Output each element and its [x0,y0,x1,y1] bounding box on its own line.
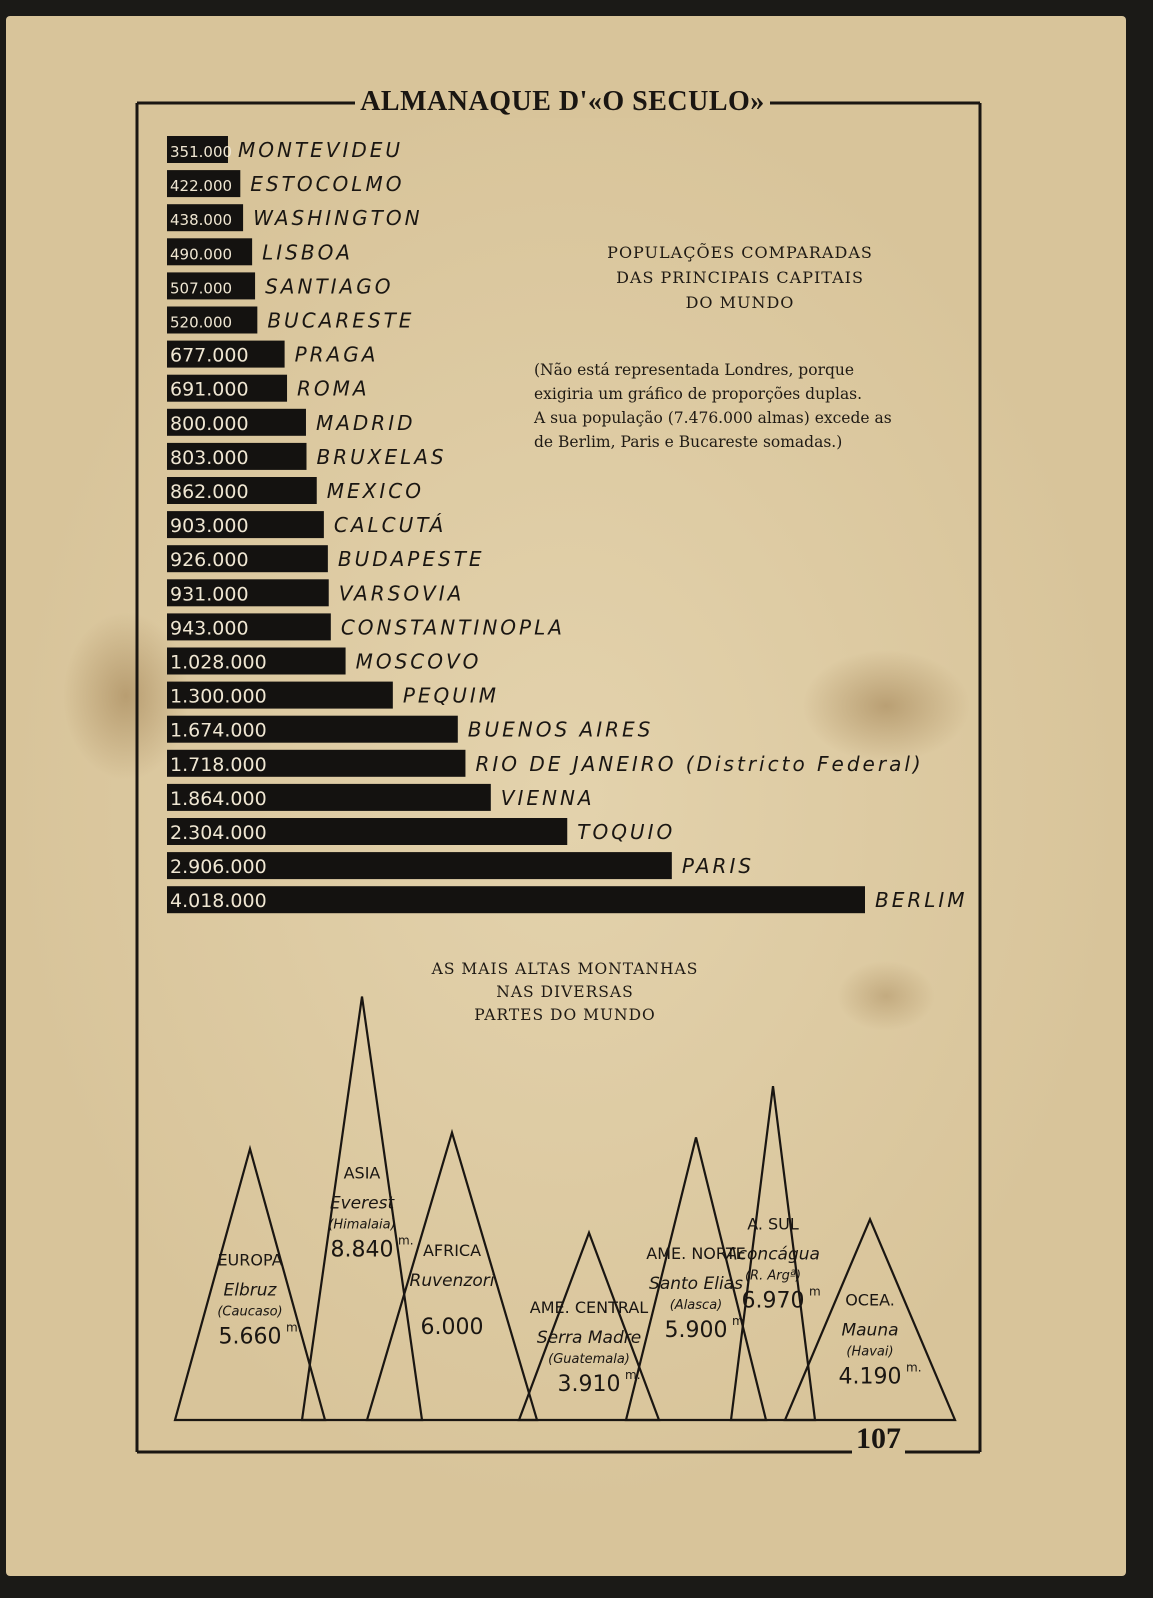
mountain-3 [519,1233,659,1420]
bar-value-label: 926.000 [170,549,249,572]
bar-category-label: BUDAPESTE [337,547,485,572]
chart-note-line: exigiria um gráfico de proporções duplas. [534,385,863,403]
bar-value-label: 422.000 [170,177,233,196]
mountain-range-label: (Caucaso) [217,1304,283,1320]
mountain-range-label: (R. Argª) [744,1268,802,1284]
mountains-title-line: PARTES DO MUNDO [474,1006,656,1024]
bar-category-label: PARIS [681,854,755,879]
mountain-0 [175,1149,325,1420]
bar-value-label: 490.000 [170,245,233,264]
mountain-region-label: AME. CENTRAL [529,1298,649,1318]
bar-value-label: 4.018.000 [170,890,267,913]
bar-category-label: SANTIAGO [265,274,394,299]
bar-value-label: 931.000 [170,583,249,606]
mountain-unit-label: m. [625,1368,641,1383]
mountain-height-label: 6.970 [741,1288,805,1314]
mountains-title [390,958,740,1027]
bar-category-label: VIENNA [500,785,595,810]
mountain-1 [302,997,422,1420]
bar-value-label: 1.300.000 [170,685,267,708]
bar-value-label: 862.000 [170,481,249,503]
bar-category-label: MOSCOVO [355,649,482,674]
bar-category-label: MONTEVIDEU [237,138,404,162]
mountain-region-label: OCEA. [845,1290,895,1310]
mountains-title-line: AS MAIS ALTAS MONTANHAS [431,960,699,978]
bar-value-label: 520.000 [170,313,233,332]
chart-note-line: A sua população (7.476.000 almas) excede as [534,409,892,427]
chart-note-line: (Não está representada Londres, porque [534,361,855,379]
bar-value-label: 803.000 [170,446,249,469]
chart-title-line: DO MUNDO [685,293,795,312]
mountain-unit-label: m. [286,1320,302,1335]
mountain-unit-label: m. [398,1233,414,1248]
bar-category-label: BUCARESTE [267,308,415,333]
bar-category-label: MADRID [315,410,416,435]
mountain-range-label: (Havai) [846,1344,894,1360]
bar-value-label: 1.718.000 [170,753,267,776]
bar-value-label: 800.000 [170,412,249,435]
mountain-2 [367,1133,537,1420]
bar-category-label: VARSOVIA [338,581,465,606]
bar-value-label: 438.000 [170,211,233,230]
bar-value-label: 1.864.000 [170,787,267,810]
bar-category-label: PRAGA [294,342,379,367]
mountain-range-label: (Himalaia) [328,1217,396,1233]
bar-category-label: PEQUIM [402,683,500,708]
mountain-name-label: Aconcágua [726,1244,820,1265]
mountain-height-label: 5.660 [218,1324,282,1350]
mountain-height-label: 3.910 [557,1372,621,1398]
bar-category-label: BERLIM [875,888,968,913]
mountains-title-line: NAS DIVERSAS [496,983,634,1001]
chart-title [570,240,910,315]
chart-note [534,358,972,454]
bar-value-label: 677.000 [170,344,249,367]
mountain-name-label: Ruvenzori [409,1271,495,1292]
page-number: 107 [852,1422,905,1456]
mountain-name-label: Santo Elias [649,1273,743,1294]
bar-category-label: BUENOS AIRES [467,717,654,742]
bar-value-label: 1.674.000 [170,719,267,742]
bar-value-label: 943.000 [170,617,249,640]
mountain-unit-label: m [732,1313,744,1328]
mountain-unit-label: m. [906,1360,922,1375]
bar-value-label: 1.028.000 [170,651,267,674]
mountain-range-label: (Guatemala) [548,1352,630,1368]
bar-value-label: 2.304.000 [170,822,267,844]
chart-title-line: POPULAÇÕES COMPARADAS [607,243,873,262]
mountains-chart [175,997,955,1420]
bar-category-label: WASHINGTON [253,206,423,231]
bar-category-label: MEXICO [326,479,424,503]
mountain-name-label: Mauna [841,1320,899,1341]
bar-category-label: CONSTANTINOPLA [340,615,565,640]
mountain-region-label: AME. NORTE [646,1243,746,1263]
bar-category-label: CALCUTÁ [333,513,447,538]
bar-category-label: BRUXELAS [316,444,447,469]
mountain-region-label: AFRICA [422,1241,482,1261]
chart-note-line: de Berlim, Paris e Bucareste somadas.) [534,433,843,451]
mountain-name-label: Serra Madre [536,1328,642,1349]
mountain-height-label: 6.000 [420,1315,484,1341]
mountain-height-label: 8.840 [330,1237,394,1263]
mountain-region-label: ASIA [343,1163,381,1183]
bar-value-label: 2.906.000 [170,856,267,879]
mountain-unit-label: m [809,1284,821,1299]
page-header: ALMANAQUE D'«O SECULO» [355,86,770,118]
bar-category-label: ESTOCOLMO [250,172,405,197]
population-bar [167,886,865,913]
mountain-name-label: Everest [329,1193,395,1214]
bar-category-label: ROMA [297,376,370,401]
chart-title-line: DAS PRINCIPAIS CAPITAIS [616,268,864,287]
bar-category-label: TOQUIO [577,820,676,844]
mountain-region-label: EUROPA [217,1250,283,1270]
bar-value-label: 507.000 [170,279,233,298]
mountain-height-label: 5.900 [664,1317,728,1343]
mountain-name-label: Elbruz [223,1280,277,1301]
mountain-range-label: (Alasca) [669,1297,723,1313]
bar-value-label: 351.000 [170,143,233,161]
bar-category-label: RIO DE JANEIRO (Districto Federal) [475,751,924,776]
bar-category-label: LISBOA [262,240,354,265]
bar-value-label: 903.000 [170,515,249,538]
bar-value-label: 691.000 [170,378,249,401]
mountain-height-label: 4.190 [838,1364,902,1390]
mountain-region-label: A. SUL [747,1214,799,1234]
